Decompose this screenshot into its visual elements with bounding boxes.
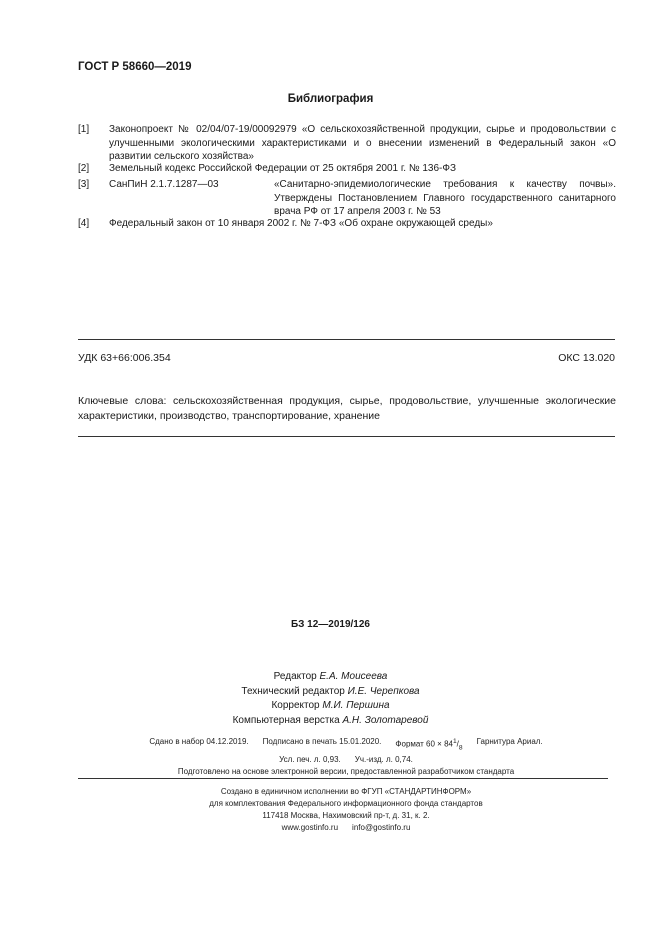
credit-layout: Компьютерная верстка А.Н. Золотаревой bbox=[232, 714, 429, 726]
publisher-line: для комплектования Федерального информационного фонда стандартов bbox=[209, 799, 483, 808]
publishing-sheets: Уч.-изд. л. 0,74. bbox=[354, 755, 413, 765]
credits bbox=[0, 670, 661, 728]
bibliography-title: Библиография bbox=[287, 93, 374, 105]
divider bbox=[78, 339, 615, 340]
typeface: Гарнитура Ариал. bbox=[476, 737, 543, 746]
publisher-info bbox=[0, 786, 661, 834]
website-link[interactable]: www.gostinfo.ru bbox=[281, 823, 339, 832]
prepared-note: Подготовлено на основе электронной версии, предоставленной разработчиком стандарта bbox=[177, 767, 515, 777]
paper-format: Формат $60 \times 84^1/_8$ bbox=[395, 738, 463, 752]
divider bbox=[78, 778, 608, 779]
udk-code: УДК 63+66:006.354 bbox=[78, 352, 171, 364]
print-sheets: Усл. печ. л. 0,93. bbox=[279, 755, 341, 765]
bibliography-entry bbox=[78, 217, 616, 231]
entry-number: [4] bbox=[78, 218, 90, 229]
keywords: Ключевые слова: сельскохозяйственная продукция, сырье, продовольствие, улучшенные экологические характеристики, производство, транспортирование, хранение bbox=[78, 395, 616, 422]
entry-text: Земельный кодекс Российской Федерации от 25 октября 2001 г. № 136-ФЗ bbox=[109, 163, 457, 174]
publisher-line: Создано в единичном исполнении во ФГУП «СТАНДАРТИНФОРМ» bbox=[220, 787, 472, 796]
bibliography-entry bbox=[78, 178, 616, 218]
credit-proofreader: Корректор М.И. Першина bbox=[271, 700, 390, 711]
email-link[interactable]: info@gostinfo.ru bbox=[352, 823, 411, 832]
bibliography-entry bbox=[78, 162, 616, 176]
entry-code: СанПиН 2.1.7.1287—03 bbox=[109, 179, 219, 190]
submitted-date: Сдано в набор 04.12.2019. bbox=[149, 737, 249, 746]
bibliography-entry bbox=[78, 123, 616, 163]
print-info bbox=[0, 736, 661, 778]
divider bbox=[78, 436, 615, 437]
entry-text: Законопроект № 02/04/07-19/00092979 «О сельскохозяйственной продукции, сырье и продовольствии с улучшенными экологическими характеристиками и о внесении изменений в Федеральный закон «О развитии сельского хозяйства» bbox=[109, 124, 616, 162]
standard-number: ГОСТ Р 58660—2019 bbox=[78, 61, 192, 73]
credit-editor: Редактор Е.А. Моисеева bbox=[273, 671, 388, 682]
entry-number: [3] bbox=[78, 179, 90, 190]
entry-number: [2] bbox=[78, 163, 90, 174]
signed-date: Подписано в печать 15.01.2020. bbox=[262, 737, 382, 746]
publisher-address: 117418 Москва, Нахимовский пр-т, д. 31, к. 2. bbox=[262, 811, 430, 820]
entry-number: [1] bbox=[78, 124, 90, 135]
oks-code: ОКС 13.020 bbox=[558, 352, 615, 364]
bz-number: БЗ 12—2019/126 bbox=[291, 619, 370, 630]
credit-tech-editor: Технический редактор И.Е. Черепкова bbox=[241, 685, 420, 697]
entry-text: «Санитарно-эпидемиологические требования к качеству почвы». Утверждены Постановлением Главного государственного санитарного врача РФ от 17 апреля 2003 г. № 53 bbox=[274, 179, 616, 217]
entry-text: Федеральный закон от 10 января 2002 г. № 7-ФЗ «Об охране окружающей среды» bbox=[109, 218, 493, 229]
